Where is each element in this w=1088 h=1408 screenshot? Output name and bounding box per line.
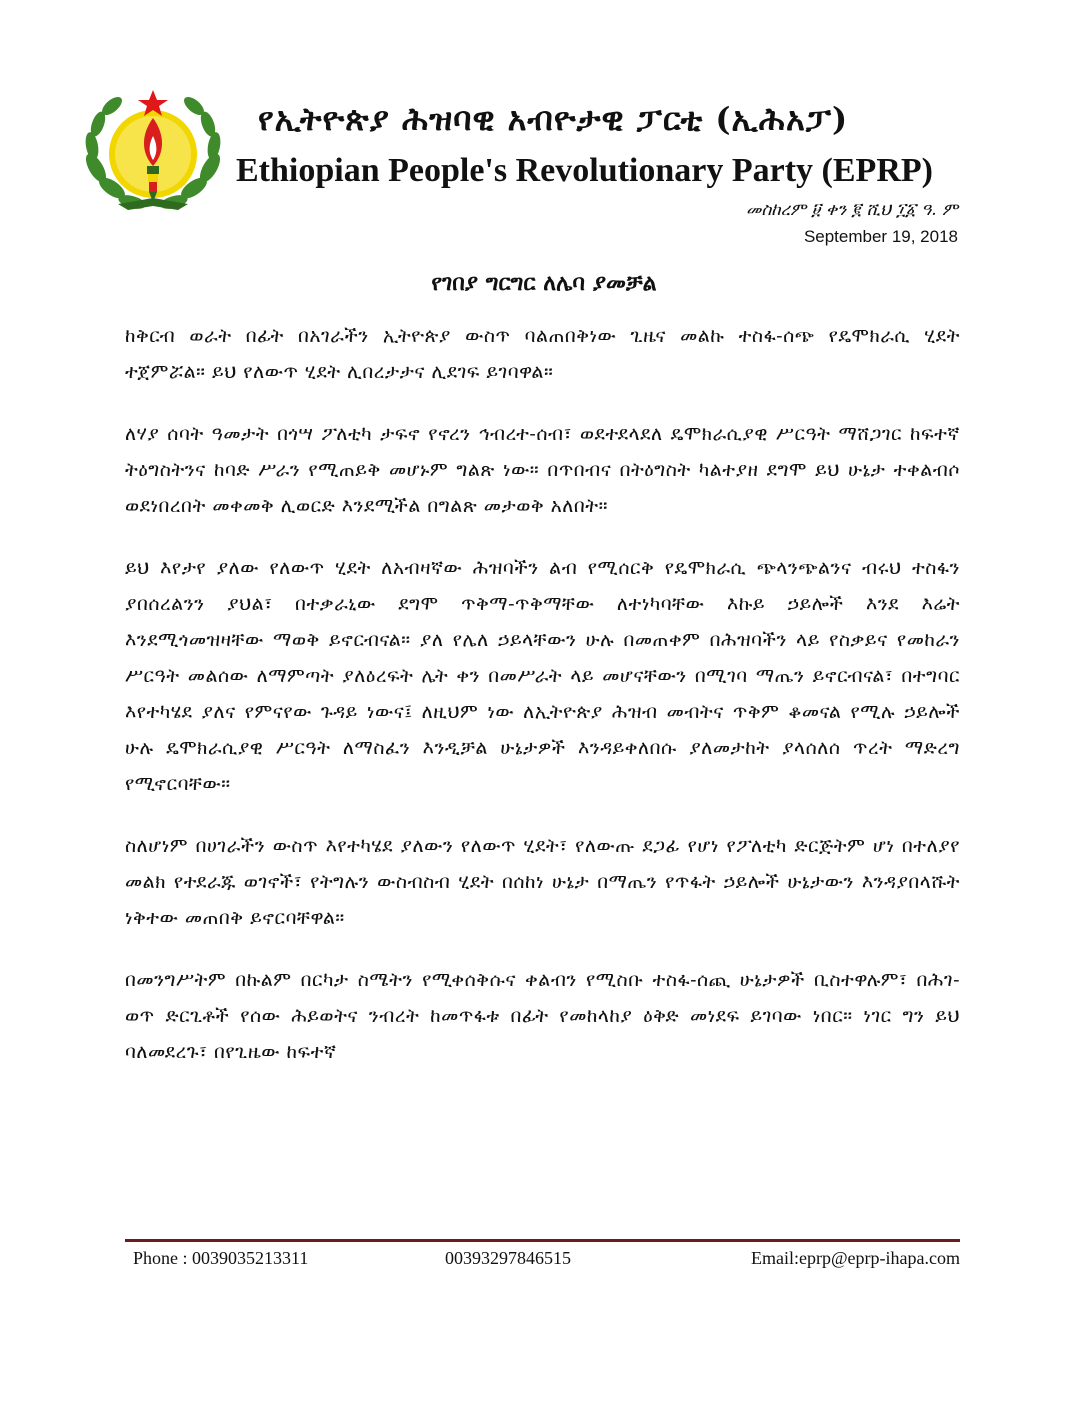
paragraph-2: ለሃያ ሰባት ዓመታት በጎሣ ፖለቲካ ታፍኖ የኖረን ኅብረተ-ሰብ፣ ወደተደላደለ ዴሞክራሲያዊ ሥርዓት ማሸጋገር ከፍተኛ ትዕግስትንና ከባድ ሥራን የሚጠይቅ መሆኑም ግልጽ ነው። በጥበብና በትዕግስት ካልተያዘ ደግሞ ይህ ሁኔታ ተቀልብሶ ወደነበረበት መቀመቅ ሊወርድ እንደሚችል በግልጽ መታወቅ አለበት።: [125, 423, 960, 517]
eprp-logo-icon: [78, 88, 228, 218]
party-title-english: Ethiopian People's Revolutionary Party (EPRP): [236, 152, 933, 189]
paragraph-5: በመንግሥትም በኩልም በርካታ ስሜትን የሚቀሰቅሱና ቀልብን የሚስቡ ተስፋ-ሰጪ ሁኔታዎች ቢስተዋሉም፣ በሕገ-ወጥ ድርጊቶች የሰው ሕይወትና ንብረት ከመጥፋቱ በፊት የመከላከያ ዕቅድ መነደፍ ይገባው ነበር። ነገር ግን ይህ ባለመደረጉ፣ በየጊዜው ከፍተኛ: [125, 969, 960, 1063]
footer: [133, 1248, 960, 1274]
footer-phone-2: 00393297846515: [445, 1248, 571, 1268]
footer-email: Email:eprp@eprp-ihapa.com: [751, 1248, 960, 1268]
paragraph-4: ስለሆነም በሀገራችን ውስጥ እየተካሄደ ያለውን የለውጥ ሂደት፣ የለውጡ ደጋፊ የሆነ የፖለቲካ ድርጅትም ሆነ በተለያየ መልክ የተደራጁ ወገኖች፣ የትግሉን ውስብስብ ሂደት በሰከነ ሁኔታ በማጤን የጥፋት ኃይሎች ሁኔታውን እንዳያበላሹት ነቅተው መጠበቅ ይኖርባቸዋል።: [125, 835, 960, 929]
document-body: [125, 318, 960, 1096]
footer-phone: Phone : 0039035213311: [133, 1248, 309, 1268]
paragraph-1: ከቅርብ ወራት በፊት በአገራችን ኢትዮጵያ ውስጥ ባልጠበቅነው ጊዜና መልኩ ተስፋ-ሰጭ የዴሞክራሲ ሂደት ተጀምሯል። ይህ የለውጥ ሂደት ሊበረታታና ሊደገፍ ይገባዋል።: [125, 325, 960, 383]
paragraph-3: ይህ እየታየ ያለው የለውጥ ሂደት ለአብዛኛው ሕዝባችን ልብ የሚሰርቅ የዴሞክራሲ ጭላንጭልንና ብሩህ ተስፋን ያበሰረልንን ያህል፣ በተቃራኒው ደግሞ ጥቅማ-ጥቅማቸው ለተነካባቸው እኩይ ኃይሎች እንደ እሬት እንደሚጎመዝዛቸው ማወቅ ይኖርብናል። ያለ የሌለ ኃይላቸውን ሁሉ በመጠቀም በሕዝባችን ላይ የስቃይና የመከራን ሥርዓት መልሰው ለማምጣት ያለዕረፍት ሌት ቀን በመሥራት ላይ መሆናቸውን በሚገባ ማጤን ይኖርብናል፣ በተግባር እየተካሄደ ያለና የምናየው ጉዳይ ነውና፤ ለዚህም ነው ለኢትዮጵያ ሕዝብ መብትና ጥቅም ቆመናል የሚሉ ኃይሎች ሁሉ ዴሞክራሲያዊ ሥርዓት ለማስፈን እንዲቻል ሁኔታዎች እንዳይቀለበሱ ያለመታከት ያላሰለሰ ጥረት ማድረግ የሚኖርባቸው።: [125, 557, 960, 795]
document-heading: የገበያ ግርግር ለሌባ ያመቻል: [431, 270, 657, 296]
party-title-amharic: የኢትዮጵያ ሕዝባዊ አብዮታዊ ፓርቲ (ኢሕአፓ): [258, 100, 849, 138]
footer-divider: [125, 1239, 960, 1242]
date-amharic: መስከረም ፱ ቀን ፪ ሺህ ፲፩ ዓ. ም: [745, 200, 958, 220]
date-english: September 19, 2018: [803, 227, 958, 246]
